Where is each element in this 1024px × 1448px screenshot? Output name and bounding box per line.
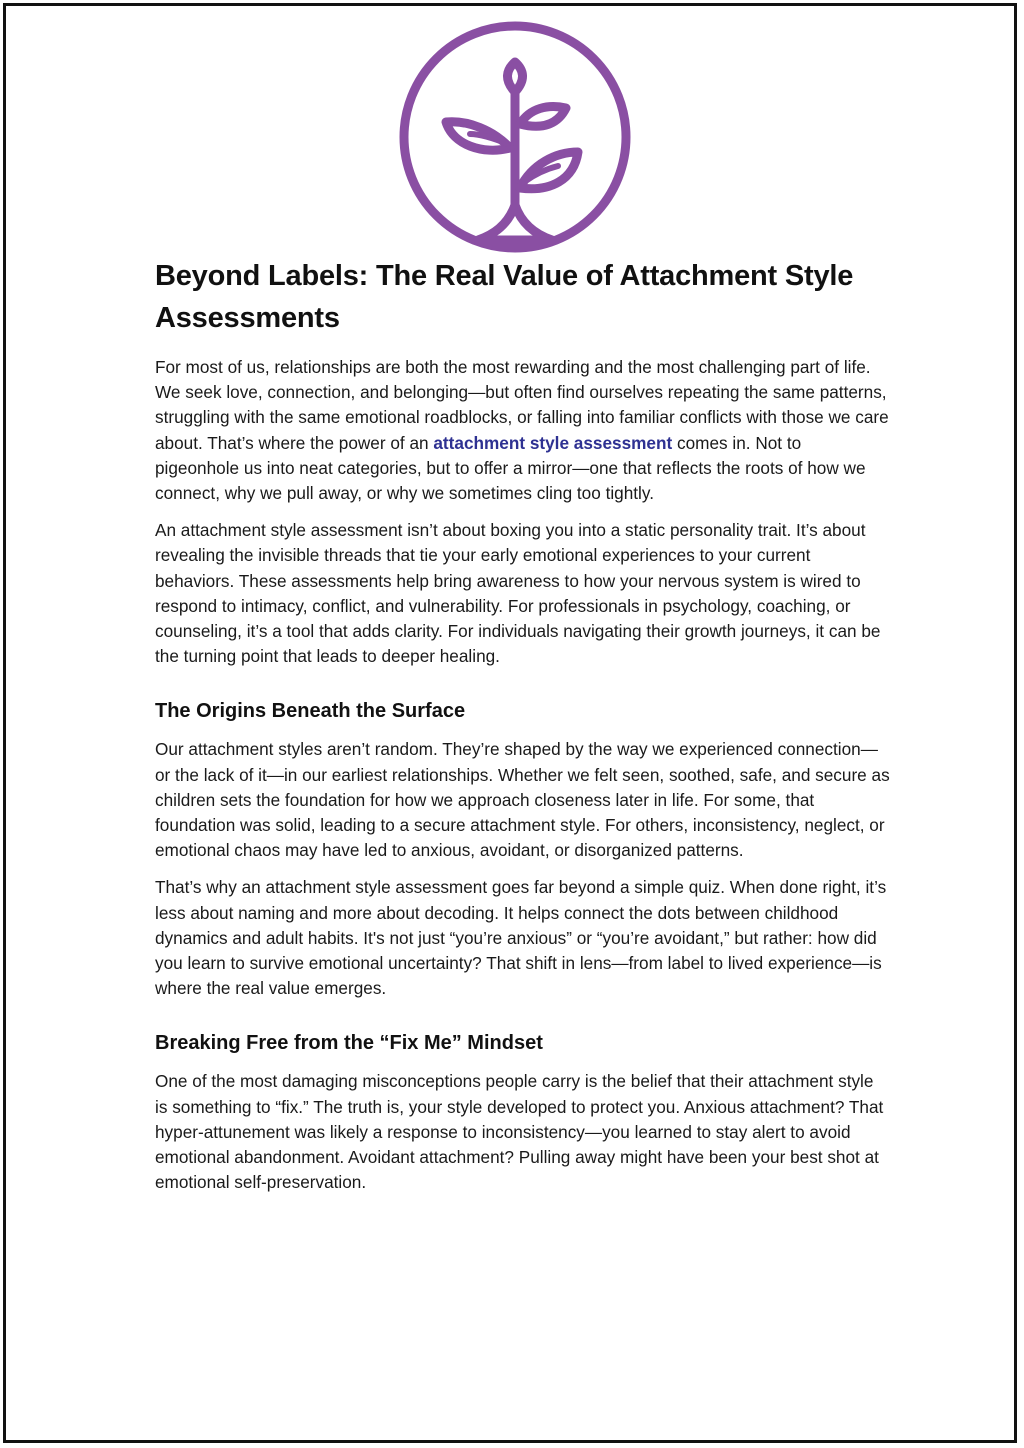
logo-roots [478, 205, 552, 240]
article-title: Beyond Labels: The Real Value of Attachment Style Assessments [155, 260, 854, 334]
intro-p1-text-after: comes in. Not to pigeonhole us into neat categories, but to offer a mirror—one that reflects the roots of how we connect, why we pull away, or why we sometimes cling too tightly. [155, 432, 866, 504]
fix-me-paragraph-1: One of the most damaging misconceptions people carry is the belief that their attachment style is something to “fix.” The truth is, your style developed to protect you. Anxious attachment? That hyper-attunement was likely a response to inconsistency—you learned to stay alert to avoid emotional abandonment. Avoidant attachment? Pulling away might have been your best shot at emotional self-preservation. [155, 1071, 884, 1193]
section-heading-origins: The Origins Beneath the Surface [155, 700, 466, 723]
intro-p1-text-before: For most of us, relationships are both the most rewarding and the most challenging part of life. We seek love, connection, and belonging—but often find ourselves repeating the same patterns, struggling with the same emotional roadblocks, or falling into familiar conflicts with those we care about. That’s where the power of an [155, 357, 889, 453]
intro-paragraph-2: An attachment style assessment isn’t about boxing you into a static personality trait. It’s about revealing the invisible threads that tie your early emotional experiences to your current behaviors. These assessments help bring awareness to how your nervous system is wired to respond to intimacy, conflict, and vulnerability. For professionals in psychology, coaching, or counseling, it’s a tool that adds clarity. For individuals navigating their growth journeys, it can be the turning point that leads to deeper healing. [155, 520, 881, 667]
section-heading-fix-me: Breaking Free from the “Fix Me” Mindset [155, 1032, 543, 1055]
attachment-assessment-link[interactable]: attachment style assessment [433, 432, 673, 453]
origins-paragraph-1: Our attachment styles aren’t random. They’re shaped by the way we experienced connection—or the lack of it—in our earliest relationships. Whether we felt seen, soothed, safe, and secure as children sets the foundation for how we approach closeness later in life. For some, that foundation was solid, leading to a secure attachment style. For others, inconsistency, neglect, or emotional chaos may have led to anxious, avoidant, or disorganized patterns. [155, 739, 890, 861]
article-body [155, 255, 890, 1207]
origins-paragraph-2: That’s why an attachment style assessment goes far beyond a simple quiz. When done right, it’s less about naming and more about decoding. It helps connect the dots between childhood dynamics and adult habits. It's not just “you’re anxious” or “you’re avoidant,” but rather: how did you learn to survive emotional uncertainty? That shift in lens—from label to lived experience—is where the real value emerges. [155, 877, 887, 999]
intro-paragraph-1 [155, 355, 890, 506]
logo-leaf-right-top [520, 107, 566, 127]
plant-sprout-in-circle-icon [398, 20, 632, 254]
logo-bud [507, 62, 522, 92]
